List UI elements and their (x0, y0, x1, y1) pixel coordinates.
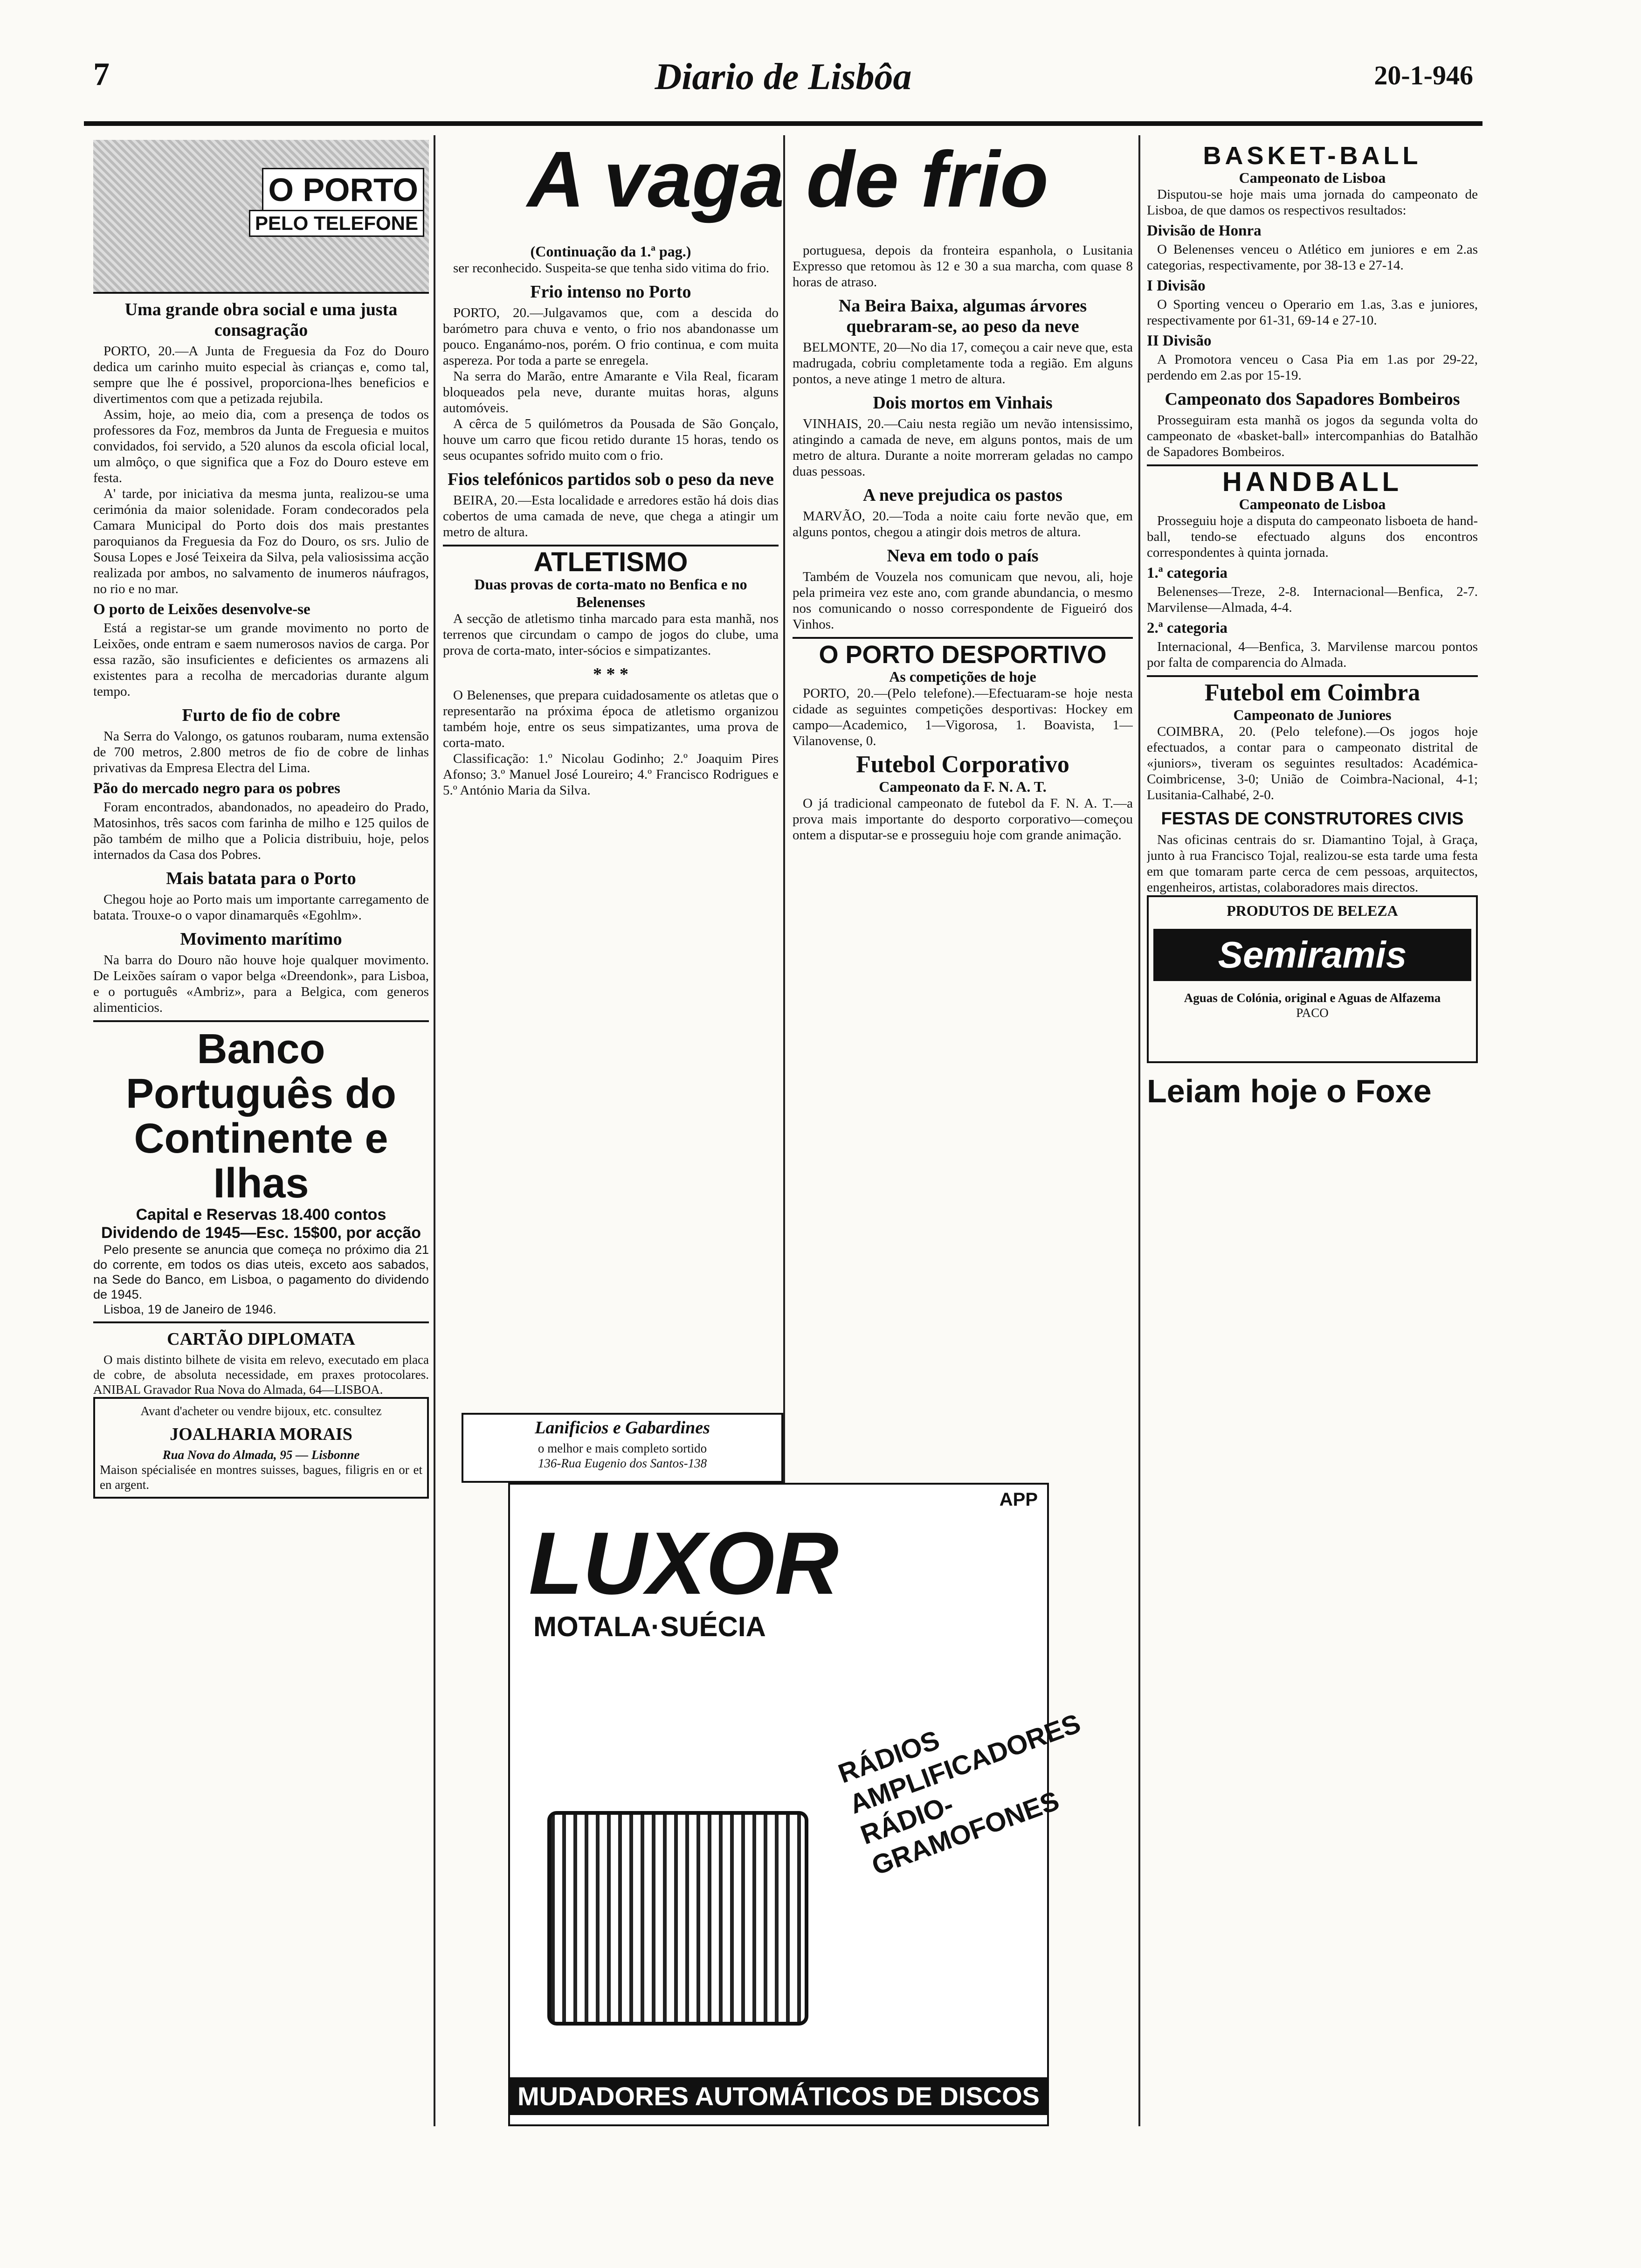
banner-subtitle: PELO TELEFONE (249, 210, 424, 237)
luxor-products: RÁDIOS AMPLIFICADORES RÁDIO-GRAMOFONES (834, 1708, 1085, 1881)
newspaper-title: Diario de Lisbôa (655, 56, 912, 97)
paragraph: A' tarde, por iniciativa da mesma junta, realizou-se uma cerimónia da maior solenidade. Foram condecorados pela Camara Municipal do Porto dois dos mais prestantes paroquianos da Freguesia da Foz do Douro, os srs. Julio de Sousa Lopes e José Teixeira da Silva, pela valiosissima acção realizada por ambos, no salvamento de inumeros náufragos, no rio e no mar. (93, 486, 429, 596)
section-subtitle: Campeonato de Lisboa (1239, 169, 1386, 186)
divider (1147, 675, 1478, 677)
section-subtitle: As competições de hoje (889, 668, 1036, 685)
headline: Furto de fio de cobre (182, 705, 340, 725)
divider (1147, 464, 1478, 466)
paragraph: Nas oficinas centrais do sr. Diamantino Tojal, à Graça, junto à rua Francisco Tojal, realizou-se esta tarde uma festa em que tomaram parte cerca de cem pessoas, arquitectos, engenheiros, artistas, colaboradores mais directos. (1147, 832, 1478, 895)
paragraph: Foram encontrados, abandonados, no apeadeiro do Prado, Matosinhos, três sacos com farinha de milho e 125 quilos de pão também de milho que a Policia distribuiu, hoje, pelos internados da Casa dos Pobres. (93, 800, 429, 862)
paragraph: A cêrca de 5 quilómetros da Pousada de São Gonçalo, houve um carro que ficou retido durante 15 horas, tendo os seus ocupantes sofrido muito com o frio. (443, 416, 779, 463)
paragraph: Na serra do Marão, entre Amarante e Vila Real, ficaram bloqueados pela neve, durante muitas horas, alguns automóveis. (443, 369, 779, 415)
luxor-origin: MOTALA·SUÉCIA (533, 1611, 766, 1642)
paragraph: PORTO, 20.—(Pelo telefone).—Efectuaram-se hoje nesta cidade as seguintes competições desportivas: Hockey em campo—Academico, 1—Vigorosa, 1. Boavista, 1—Vilanovense, 0. (793, 686, 1133, 748)
paragraph: BELMONTE, 20—No dia 17, começou a cair neve que, esta madrugada, cobriu completamente toda a região. Em alguns pontos, a neve atinge 1 metro de altura. (793, 340, 1133, 387)
paragraph: A Promotora venceu o Casa Pia em 1.as por 29-22, perdendo em 2.as por 15-19. (1147, 352, 1478, 383)
paragraph: Está a registar-se um grande movimento no porto de Leixões, onde entram e saem numerosos navios de carga. Por essa razão, são insuficientes e deficientes os armazens ali existentes para a recolha de mercadorias durante algum tempo. (93, 621, 429, 699)
headline: Pão do mercado negro para os pobres (93, 780, 340, 797)
banner-title: O PORTO (262, 168, 424, 212)
paragraph: Assim, hoje, ao meio dia, com a presença de todos os professores da Foz, membros da Junta de Freguesia e muitos convidados, foi servido, a 520 alunos da escola oficial local, um almôço, o que significa que a Foz do Douro esteve em festa. (93, 407, 429, 485)
section-subtitle: Duas provas de corta-mato no Benfica e no Belenenses (474, 576, 747, 610)
divider (443, 545, 779, 546)
luxor-footer: MUDADORES AUTOMÁTICOS DE DISCOS (510, 2077, 1047, 2115)
headline: Uma grande obra social e uma justa consagração (124, 300, 398, 340)
column-1 (93, 140, 429, 1499)
paragraph: portuguesa, depois da fronteira espanhola, o Lusitania Expresso que retomou às 12 e 30 a sua marcha, com quase 8 horas de atraso. (793, 243, 1133, 290)
headline: Fios telefónicos partidos sob o peso da neve (448, 470, 774, 489)
paragraph: Também de Vouzela nos comunicam que nevou, ali, hoje pela primeira vez este ano, com grande abundancia, o mesmo nos comunicando o nosso correspondente de Figueiró dos Vinhos. (793, 569, 1133, 632)
bank-capital: Capital e Reservas 18.400 contos (136, 1206, 386, 1224)
separator-stars: * * * (593, 664, 628, 684)
subheading: I Divisão (1147, 277, 1206, 294)
luxor-advertisement (508, 1483, 1085, 2126)
paragraph: BEIRA, 20.—Esta localidade e arredores estão há dois dias cobertos de uma camada de neve, que chega a atingir um metro de altura. (443, 493, 779, 539)
luxor-brand: LUXOR (529, 1514, 839, 1613)
lanificios-advertisement (462, 1413, 783, 1483)
column-rule (434, 135, 435, 2126)
semiramis-advertisement (1147, 895, 1478, 1063)
luxor-app: APP (999, 1489, 1038, 1510)
sem-sub: Aguas de Colónia, original e Aguas de Alfazema (1184, 991, 1441, 1005)
paragraph: PORTO, 20.—Julgavamos que, com a descida do barómetro para chuva e vento, o frio nos abandonasse um pouco. Enganámo-nos, porém. O frio continua, e com muita aspereza. Por toda a parte se enregela. (443, 305, 779, 368)
paragraph: Belenenses—Treze, 2-8. Internacional—Benfica, 2-7. Marvilense—Almada, 4-4. (1147, 584, 1478, 615)
subheading: 2.ª categoria (1147, 620, 1227, 636)
paragraph: Classificação: 1.º Nicolau Godinho; 2.º Joaquim Pires Afonso; 3.º Manuel José Loureiro; 4.º Francisco Rodrigues e 5.º António Maria da Silva. (443, 751, 779, 798)
headline: Campeonato dos Sapadores Bombeiros (1165, 389, 1460, 409)
paragraph: Internacional, 4—Benfica, 3. Marvilense marcou pontos por falta de comparencia do Almada. (1147, 639, 1478, 670)
section-title: O PORTO DESPORTIVO (819, 641, 1107, 669)
page-number: 7 (93, 56, 110, 92)
masthead (93, 56, 1473, 107)
divider (793, 637, 1133, 639)
continuation-note: (Continuação da 1.ª pag.) (530, 243, 691, 260)
headline: Na Beira Baixa, algumas árvores quebraram-se, ao peso da neve (838, 296, 1087, 336)
headline: O porto de Leixões desenvolve-se (93, 601, 310, 618)
paragraph: O Belenenses venceu o Atlético em juniores e em 2.as categorias, respectivamente, por 38-13 e 27-14. (1147, 242, 1478, 273)
section-subtitle: Campeonato da F. N. A. T. (879, 778, 1047, 795)
cartao-text: O mais distinto bilhete de visita em relevo, executado em placa de cobre, de absoluta necessidade, em praxes protocolares. ANIBAL Gravador Rua Nova do Almada, 64—LISBOA. (93, 1353, 429, 1397)
bank-text: Pelo presente se anuncia que começa no próximo dia 21 do corrente, em todos os dias uteis, exceto aos sabados, na Sede do Banco, em Lisboa, o pagamento do dividendo de 1945. (93, 1243, 429, 1301)
bank-name: Banco Português do Continente e Ilhas (126, 1026, 396, 1207)
headline: Frio intenso no Porto (530, 282, 691, 302)
joias-name: JOALHARIA MORAIS (170, 1424, 352, 1444)
porto-banner (93, 140, 429, 294)
cartao-title: CARTÃO DIPLOMATA (167, 1329, 355, 1349)
paragraph: MARVÃO, 20.—Toda a noite caiu forte nevão que, em alguns pontos, chegou a atingir dois metros de altura. (793, 509, 1133, 539)
paragraph: ser reconhecido. Suspeita-se que tenha sido vitima do frio. (453, 261, 770, 276)
section-title: Futebol Corporativo (856, 751, 1069, 778)
divider (93, 1321, 429, 1323)
paragraph: O já tradicional campeonato de futebol da F. N. A. T.—a prova mais importante do desporto corporativo—começou ontem a disputar-se e prosseguiu hoje com grande animação. (793, 796, 1133, 843)
paragraph: O Sporting venceu o Operario em 1.as, 3.as e juniores, respectivamente por 61-31, 69-14 e 27-10. (1147, 297, 1478, 328)
leiam-advert: Leiam hoje o Foxe (1147, 1073, 1432, 1109)
section-title: HANDBALL (1222, 467, 1403, 497)
sem-brand: Semiramis (1153, 929, 1471, 981)
subheading: 1.ª categoria (1147, 565, 1227, 581)
lan-address: 136-Rua Eugenio dos Santos-138 (538, 1456, 707, 1470)
paragraph: Disputou-se hoje mais uma jornada do campeonato de Lisboa, de que damos os respectivos resultados: (1147, 187, 1478, 218)
paragraph: O Belenenses, que prepara cuidadosamente os atletas que o representarão na próxima época de atletismo organizou também hoje, entre os seus simpatizantes, uma prova de corta-mato. (443, 688, 779, 750)
bank-date: Lisboa, 19 de Janeiro de 1946. (103, 1302, 276, 1316)
jewellery-advertisement (93, 1397, 429, 1499)
lan-title: Lanificios e Gabardines (535, 1418, 710, 1438)
paragraph: VINHAIS, 20.—Caiu nesta região um nevão intensissimo, atingindo a camada de neve, em alguns pontos, mais de um metro de altura. Durante a noite morreram geladas no campo duas pessoas. (793, 416, 1133, 479)
sem-top: PRODUTOS DE BELEZA (1227, 902, 1398, 919)
headline: Mais batata para o Porto (166, 869, 356, 888)
subheading: Divisão de Honra (1147, 222, 1262, 239)
paragraph: Prosseguiu hoje a disputa do campeonato lisboeta de hand-ball, tendo-se efectuado alguns dos encontros correspondentes à quinta jornada. (1147, 513, 1478, 560)
joias-address: Rua Nova do Almada, 95 — Lisbonne (162, 1448, 360, 1462)
radio-illustration (547, 1811, 808, 2026)
column-2 (443, 242, 779, 798)
joias-intro: Avant d'acheter ou vendre bijoux, etc. consultez (140, 1404, 382, 1418)
paragraph: Na barra do Douro não houve hoje qualquer movimento. De Leixões saíram o vapor belga «Dreendonk», para Lisboa, e o português «Ambriz», para a Belgica, com generos alimenticios. (93, 953, 429, 1015)
sem-paco: PACO (1296, 1006, 1329, 1020)
headline: Dois mortos em Vinhais (873, 393, 1053, 413)
section-subtitle: Campeonato de Juniores (1233, 706, 1392, 723)
section-title: BASKET-BALL (1203, 142, 1422, 170)
bank-advertisement (93, 1027, 429, 1317)
paragraph: Chegou hoje ao Porto mais um importante carregamento de batata. Trouxe-o o vapor dinamarquês «Egohlm». (93, 892, 429, 923)
paragraph: PORTO, 20.—A Junta de Freguesia da Foz do Douro dedica um carinho muito especial às crianças e, como tal, sempre que lhe é possivel, proporciona-lhes beneficios e divertimentos com que a petizada rejubila. (93, 344, 429, 406)
headline: A neve prejudica os pastos (863, 485, 1062, 505)
section-subtitle: Campeonato de Lisboa (1239, 496, 1386, 512)
divider (93, 1020, 429, 1022)
section-title: FESTAS DE CONSTRUTORES CIVIS (1161, 809, 1464, 829)
headline: Neva em todo o país (887, 546, 1039, 566)
paragraph: Prosseguiram esta manhã os jogos da segunda volta do campeonato de «basket-ball» intercompanhias do Batalhão de Sapadores Bombeiros. (1147, 413, 1478, 459)
column-rule (1138, 135, 1140, 2126)
headline: Movimento marítimo (180, 929, 342, 949)
section-title: ATLETISMO (533, 547, 688, 577)
lan-sub: o melhor e mais completo sortido (538, 1441, 707, 1455)
main-headline: A vaga de frio (527, 135, 1048, 224)
subheading: II Divisão (1147, 332, 1212, 349)
joias-text: Maison spécialisée en montres suisses, bagues, filigris en or et en argent. (100, 1463, 422, 1492)
column-3 (793, 242, 1133, 843)
paragraph: A secção de atletismo tinha marcado para esta manhã, nos terrenos que circundam o campo de jogos do clube, uma prova de corta-mato, inter-sócios e simpatizantes. (443, 611, 779, 658)
paragraph: Na Serra do Valongo, os gatunos roubaram, numa extensão de 700 metros, 2.800 metros de fio de cobre de linhas privativas da Empresa Electra del Lima. (93, 729, 429, 775)
section-title: Futebol em Coimbra (1204, 679, 1420, 706)
issue-date: 20-1-946 (1374, 60, 1473, 90)
column-4 (1147, 140, 1478, 1110)
bank-dividend: Dividendo de 1945—Esc. 15$00, por acção (101, 1224, 421, 1242)
paragraph: COIMBRA, 20. (Pelo telefone).—Os jogos hoje efectuados, a contar para o campeonato distrital de «juniors», tiveram os seguintes resultados: Académica-Coimbricense, 3-0; União de Coimbra-Nacional, 4-1; Lusitania-Calhabé, 2-0. (1147, 724, 1478, 802)
